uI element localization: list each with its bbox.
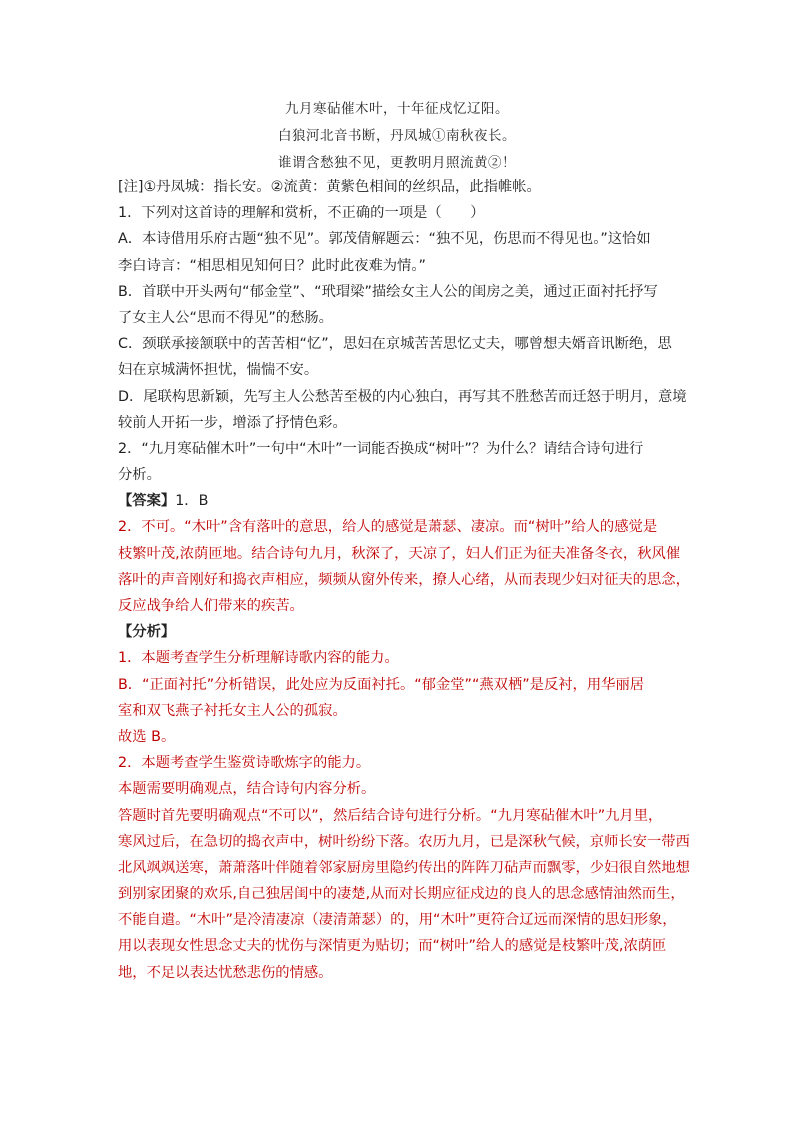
analysis-line-12: 用以表现女性思念丈夫的忧伤与深情更为贴切；而“树叶”给人的感觉是枝繁叶茂,浓荫匝 bbox=[118, 938, 667, 955]
analysis-line-9: 北风飒飒送寒，萧萧落叶伴随着邻家厨房里隐约传出的阵阵刀砧声而飘零，少妇很自然地想 bbox=[118, 859, 690, 876]
question-1-stem: 1．下列对这首诗的理解和赏析，不正确的一项是（ ） bbox=[118, 205, 485, 222]
analysis-line-4: 故选 B。 bbox=[118, 728, 176, 745]
option-d-line-1: D．尾联构思新颖，先写主人公愁苦至极的内心独白，再写其不胜愁苦而迁怒于明月，意境 bbox=[118, 388, 687, 405]
question-2-line-1: 2．“九月寒砧催木叶”一句中“木叶”一词能否换成“树叶”？为什么？请结合诗句进行 bbox=[118, 440, 644, 457]
poem-note: [注]①丹凤城：指长安。②流黄：黄紫色相间的丝织品，此指帷帐。 bbox=[118, 179, 541, 195]
analysis-line-6: 本题需要明确观点，结合诗句内容分析。 bbox=[118, 781, 376, 798]
analysis-label: 【分析】 bbox=[118, 624, 176, 641]
analysis-line-11: 不能自遣。“木叶”是冷清凄凉（凄清萧瑟）的，用“木叶”更符合辽远而深情的思妇形象， bbox=[118, 912, 677, 929]
answer-2-line-1: 2．不可。“木叶”含有落叶的意思，给人的感觉是萧瑟、凄凉。而“树叶”给人的感觉是 bbox=[118, 519, 658, 536]
answer-2-line-4: 反应战争给人们带来的疾苦。 bbox=[118, 598, 304, 614]
option-c-line-1: C．颈联承接颔联中的苦苦相“忆”，思妇在京城苦苦思忆丈夫，哪曾想夫婿音讯断绝，思 bbox=[118, 336, 672, 353]
answer-row bbox=[118, 488, 688, 514]
option-a-line-1: A．本诗借用乐府古题“独不见”。郭茂倩解题云：“独不见，伤思而不得见也。”这恰如 bbox=[118, 231, 651, 248]
analysis-line-1: 1．本题考查学生分析理解诗歌内容的能力。 bbox=[118, 650, 399, 667]
poem-line-3: 谁谓含愁独不见，更教明月照流黄②！ bbox=[278, 155, 516, 171]
analysis-line-5: 2．本题考查学生鉴赏诗歌炼字的能力。 bbox=[118, 755, 371, 772]
analysis-line-3: 室和双飞燕子衬托女主人公的孤寂。 bbox=[118, 702, 347, 719]
poem-line-2: 白狼河北音书断，丹凤城①南秋夜长。 bbox=[278, 128, 516, 144]
option-a-line-2: 李白诗言：“相思相见知何日？此时此夜难为情。” bbox=[118, 257, 426, 274]
answer-label: 【答案】 bbox=[118, 493, 176, 510]
option-b-line-2: 了女主人公“思而不得见”的愁肠。 bbox=[118, 309, 333, 326]
option-d-line-2: 较前人开拓一步，增添了抒情色彩。 bbox=[118, 414, 347, 431]
document-body bbox=[118, 174, 688, 986]
analysis-line-8: 寒风过后，在急切的捣衣声中，树叶纷纷下落。农历九月，已是深秋气候，京师长安一带西 bbox=[118, 833, 690, 850]
analysis-line-10: 到别家团聚的欢乐,自己独居闺中的凄楚,从而对长期应征戍边的良人的思念感情油然而生， bbox=[118, 886, 685, 903]
analysis-line-13: 地，不足以表达忧愁悲伤的情感。 bbox=[118, 964, 333, 981]
question-2-line-2: 分析。 bbox=[118, 467, 161, 484]
answer-1: 1．B bbox=[175, 493, 209, 510]
analysis-line-7: 答题时首先要明确观点“不可以”，然后结合诗句进行分析。“九月寒砧催木叶”九月里， bbox=[118, 807, 663, 824]
answer-2-line-3: 落叶的声音刚好和捣衣声相应，频频从窗外传来，撩人心绪，从而表现少妇对征夫的思念， bbox=[118, 571, 690, 588]
answer-2-line-2: 枝繁叶茂,浓荫匝地。结合诗句九月，秋深了，天凉了，妇人们正为征夫准备冬衣，秋风催 bbox=[118, 545, 681, 562]
option-c-line-2: 妇在京城满怀担忧，惴惴不安。 bbox=[118, 362, 319, 379]
analysis-line-2: B．“正面衬托”分析错误，此处应为反面衬托。“郁金堂”“燕双栖”是反衬，用华丽居 bbox=[118, 676, 645, 693]
poem-line-1: 九月寒砧催木叶，十年征戍忆辽阳。 bbox=[285, 101, 509, 117]
option-b-line-1: B．首联中开头两句“郁金堂”、“玳瑁梁”描绘女主人公的闺房之美，通过正面衬托抒写 bbox=[118, 283, 658, 300]
